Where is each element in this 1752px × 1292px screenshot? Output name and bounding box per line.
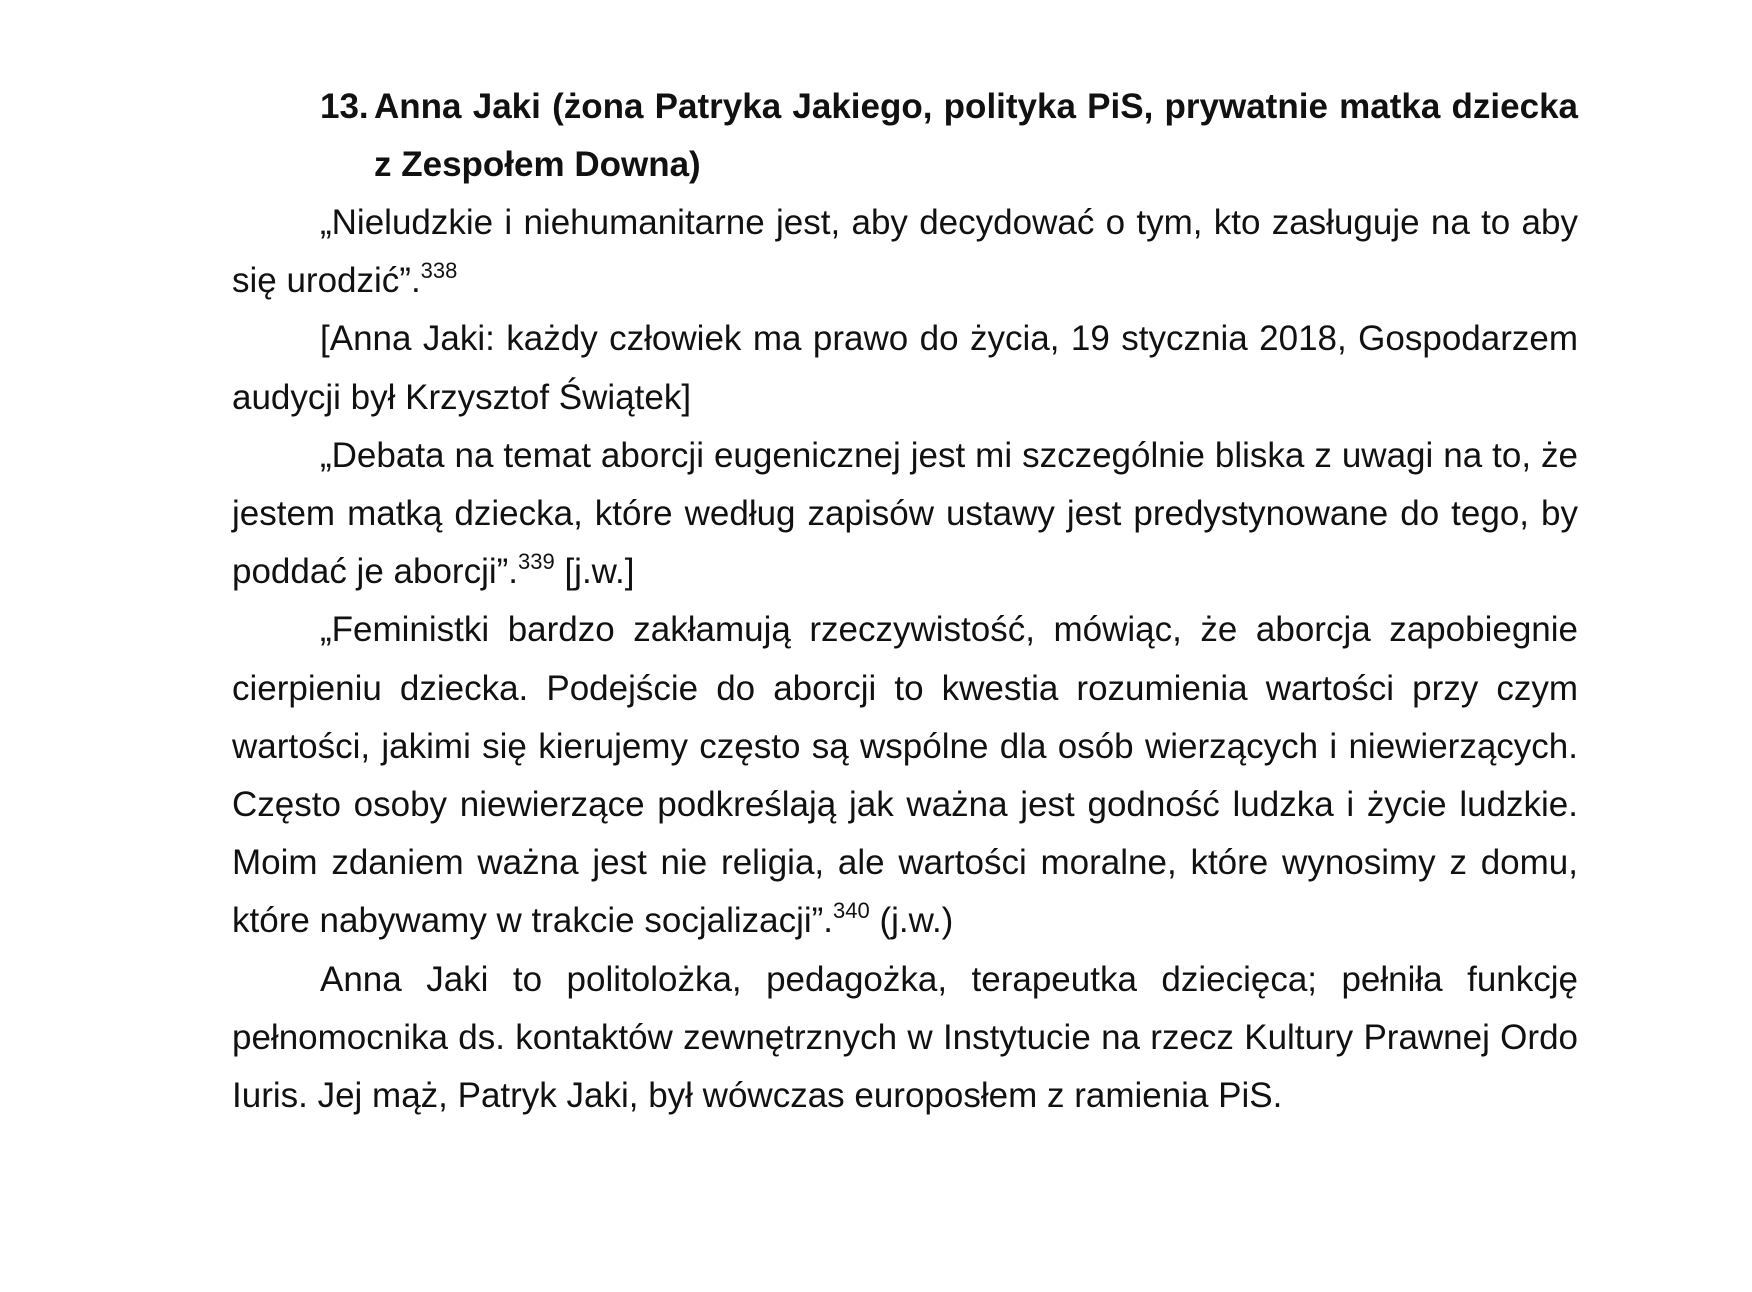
paragraph-source-1 — [232, 310, 1578, 426]
paragraph-text: „Nieludzkie i niehumanitarne jest, aby decydować o tym, kto zasługuje na to aby się urodzić”. — [232, 203, 1578, 301]
paragraph-text: „Debata na temat aborcji eugenicznej jest mi szczególnie bliska z uwagi na to, że jestem matką dziecka, które według zapisów ustawy jest predystynowane do tego, by poddać je aborcji”. — [232, 435, 1578, 592]
paragraph-text: Anna Jaki to politolożka, pedagożka, terapeutka dziecięca; pełniła funkcję pełnomocnika ds. kontaktów zewnętrznych w Instytucie na rzecz Kultury Prawnej Ordo Iuris. Jej mąż, Patryk Jaki, był wówczas europosłem z ramienia PiS. — [232, 959, 1578, 1116]
heading-text: Anna Jaki (żona Patryka Jakiego, polityka PiS, prywatnie matka dziecka z Zespołem Downa) — [374, 87, 1578, 184]
paragraph-text: „Feministki bardzo zakłamują rzeczywistość, mówiąc, że aborcja zapobiegnie cierpieniu dziecka. Podejście do aborcji to kwestia rozumienia wartości przy czym wartości, jakimi się kierujemy często są wspólne dla osób wierzących i niewierzących. Często osoby niewierzące podkreślają jak ważna jest godność ludzka i życie ludzkie. Moim zdaniem ważna jest nie religia, ale wartości moralne, które wynosimy z domu, które nabywamy w trakcie socjalizacji”. — [232, 610, 1578, 941]
footnote-ref[interactable]: 339 — [518, 548, 555, 574]
paragraph-after: [j.w.] — [554, 552, 635, 592]
paragraph-quote-2 — [232, 427, 1578, 602]
paragraph-quote-3 — [232, 601, 1578, 950]
footnote-ref[interactable]: 340 — [833, 897, 870, 923]
heading-number: 13. — [320, 87, 369, 126]
paragraph-after: (j.w.) — [869, 901, 954, 941]
document-page — [232, 78, 1578, 1125]
paragraph-quote-1 — [232, 194, 1578, 310]
paragraph-text: [Anna Jaki: każdy człowiek ma prawo do życia, 19 stycznia 2018, Gospodarzem audycji był Krzysztof Świątek] — [232, 319, 1578, 417]
paragraph-bio — [232, 951, 1578, 1126]
footnote-ref[interactable]: 338 — [420, 257, 458, 283]
section-heading — [232, 78, 1578, 194]
